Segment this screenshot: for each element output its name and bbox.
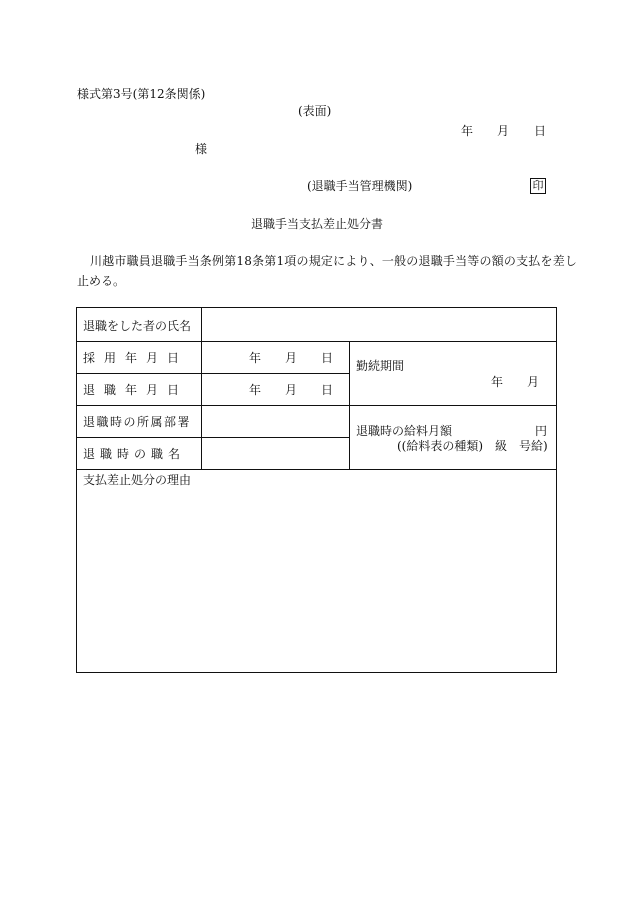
body-text-line1: 川越市職員退職手当条例第18条第1項の規定により、一般の退職手当等の額の支払を差し <box>90 254 578 268</box>
hire-month: 月 <box>285 351 298 365</box>
salary-label: 退職時の給料月額 <box>356 424 453 438</box>
table-rule <box>349 341 350 469</box>
name-label: 退職をした者の氏名 <box>83 319 192 333</box>
table-rule <box>77 469 556 470</box>
date-month: 月 <box>497 124 510 138</box>
table-rule <box>201 308 202 469</box>
service-year: 年 <box>491 375 504 389</box>
side-label: (表面) <box>298 104 332 118</box>
table-rule <box>77 437 349 438</box>
hire-date-label: 採用年月日 <box>83 351 189 365</box>
addressee-suffix: 様 <box>195 142 208 156</box>
position-label: 退職時の職名 <box>83 447 186 461</box>
issuer-label: (退職手当管理機関) <box>307 179 413 193</box>
table-rule <box>77 341 556 342</box>
service-label: 勤続期間 <box>356 359 405 373</box>
table-rule <box>77 373 349 374</box>
seal-stamp: 印 <box>530 178 546 194</box>
hire-year: 年 <box>249 351 262 365</box>
table-rule <box>77 405 556 406</box>
salary-sub: ((給料表の種類) 級 号給) <box>397 439 548 453</box>
salary-unit: 円 <box>535 424 548 438</box>
date-year: 年 <box>461 124 474 138</box>
retire-date-label: 退職年月日 <box>83 383 189 397</box>
document-title: 退職手当支払差止処分書 <box>251 217 384 231</box>
body-text-line2: 止める。 <box>77 274 126 288</box>
service-month: 月 <box>527 375 540 389</box>
reason-label: 支払差止処分の理由 <box>83 473 192 487</box>
dept-label: 退職時の所属部署 <box>83 415 192 429</box>
retire-month: 月 <box>285 383 298 397</box>
retire-year: 年 <box>249 383 262 397</box>
hire-day: 日 <box>321 351 334 365</box>
form-table <box>76 307 557 673</box>
date-day: 日 <box>534 124 547 138</box>
retire-day: 日 <box>321 383 334 397</box>
form-number: 様式第3号(第12条関係) <box>77 87 206 101</box>
